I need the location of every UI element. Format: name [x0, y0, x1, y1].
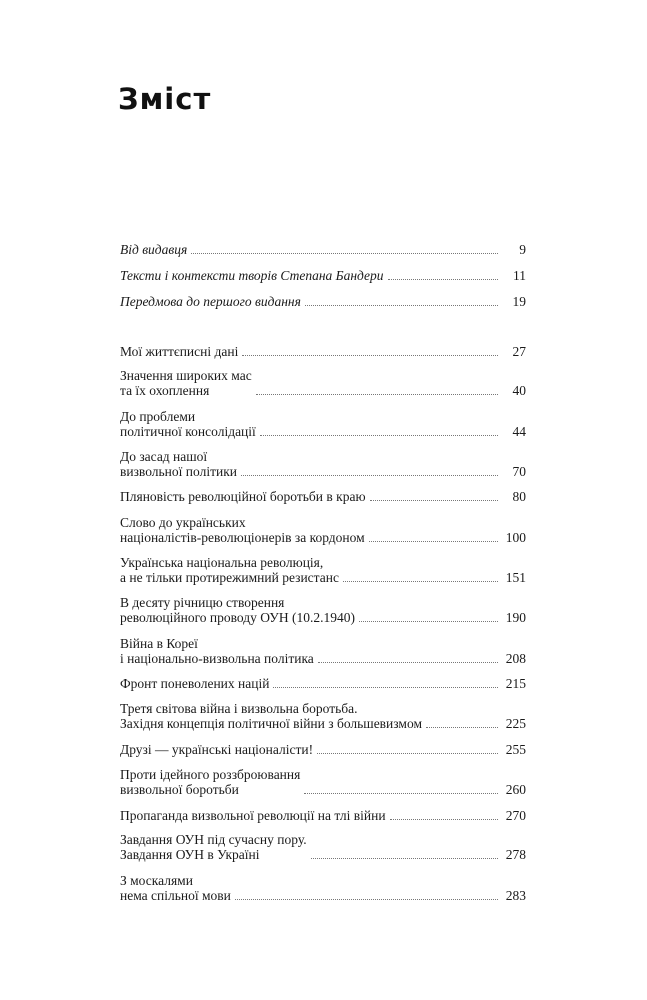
toc-entry-page: 19	[512, 294, 526, 309]
dot-leader	[317, 753, 498, 754]
toc-entry[interactable]	[120, 701, 526, 731]
toc-entry-title: В десяту річницю створення революційного проводу ОУН (10.2.1940)	[120, 595, 355, 625]
dot-leader	[273, 687, 498, 688]
toc-entry[interactable]	[120, 555, 526, 585]
toc-entry-page: 9	[519, 242, 526, 257]
toc-entry-page: 260	[505, 782, 526, 797]
toc-entry-title: Проти ідейного роззброювання визвольної боротьби	[120, 767, 301, 797]
dot-leader	[191, 253, 498, 254]
toc-entry[interactable]	[120, 873, 526, 903]
toc-entry-page: 215	[505, 676, 526, 691]
toc-entry-page: 40	[512, 383, 526, 398]
dot-leader	[304, 793, 498, 794]
toc-entry[interactable]	[120, 294, 526, 309]
dot-leader	[390, 819, 498, 820]
toc-entry-title: Передмова до першого видання	[120, 294, 301, 309]
toc-entry-title: Друзі — українські націоналісти!	[120, 742, 314, 757]
toc-entry[interactable]	[120, 344, 526, 359]
toc-entry[interactable]	[120, 676, 526, 691]
dot-leader	[359, 621, 498, 622]
toc-entry[interactable]	[120, 742, 526, 757]
toc-entry[interactable]	[120, 808, 526, 823]
dot-leader	[388, 279, 498, 280]
toc-entry-title: Від видавця	[120, 242, 188, 257]
dot-leader	[256, 394, 498, 395]
dot-leader	[260, 435, 498, 436]
toc-entry-page: 225	[505, 716, 526, 731]
dot-leader	[426, 727, 498, 728]
toc-entry-title: Тексти і контексти творів Степана Бандери	[120, 268, 384, 283]
dot-leader	[370, 500, 498, 501]
toc-entry-page: 255	[505, 742, 526, 757]
toc-entry-title: Завдання ОУН під сучасну пору. Завдання ОУН в Україні	[120, 832, 307, 862]
dot-leader	[241, 475, 498, 476]
toc-entry-title: Українська національна революція, а не тільки протирежимний резистанс	[120, 555, 339, 585]
toc-entry-page: 190	[505, 610, 526, 625]
toc-entry[interactable]	[120, 409, 526, 439]
toc-entry-page: 80	[512, 489, 526, 504]
toc-entry[interactable]	[120, 268, 526, 283]
toc-entry[interactable]	[120, 515, 526, 545]
toc-entry-title: До проблеми політичної консолідації	[120, 409, 256, 439]
toc-entry-page: 27	[512, 344, 526, 359]
dot-leader	[235, 899, 498, 900]
toc-entry-page: 270	[505, 808, 526, 823]
toc-entry-page: 151	[505, 570, 526, 585]
dot-leader	[369, 541, 498, 542]
toc-entry[interactable]	[120, 449, 526, 479]
page-title: Зміст	[118, 82, 212, 116]
toc-entry-page: 100	[505, 530, 526, 545]
toc-entry[interactable]	[120, 636, 526, 666]
toc-entry[interactable]	[120, 832, 526, 862]
toc-entry-title: Пропаганда визвольної революції на тлі війни	[120, 808, 386, 823]
dot-leader	[311, 858, 498, 859]
toc-entry-title: Війна в Кореї і національно-визвольна політика	[120, 636, 314, 666]
toc-entry-page: 11	[513, 268, 526, 283]
toc-entry-page: 283	[505, 888, 526, 903]
toc-entry-title: З москалями нема спільної мови	[120, 873, 231, 903]
toc-entry-title: Значення широких мас та їх охоплення	[120, 368, 252, 398]
toc-entry-page: 208	[505, 651, 526, 666]
toc-entry-page: 70	[512, 464, 526, 479]
toc-entry-title: До засад нашої визвольної політики	[120, 449, 237, 479]
toc-entry[interactable]	[120, 595, 526, 625]
dot-leader	[318, 662, 498, 663]
toc-entry-title: Пляновість революційної боротьби в краю	[120, 489, 366, 504]
toc-entry[interactable]	[120, 368, 526, 398]
toc-entry[interactable]	[120, 242, 526, 257]
toc-entry-title: Мої життєписні дані	[120, 344, 239, 359]
toc-entry-page: 278	[505, 847, 526, 862]
toc-entry[interactable]	[120, 767, 526, 797]
toc-entry-title: Третя світова війна і визвольна боротьба. Західня концепція політичної війни з большевизмом	[120, 701, 423, 731]
toc-entry-page: 44	[512, 424, 526, 439]
dot-leader	[305, 305, 498, 306]
toc-entry-title: Слово до українських націоналістів-революціонерів за кордоном	[120, 515, 365, 545]
toc-entry[interactable]	[120, 489, 526, 504]
toc-entry-title: Фронт поневолених націй	[120, 676, 270, 691]
dot-leader	[343, 581, 498, 582]
dot-leader	[242, 355, 498, 356]
